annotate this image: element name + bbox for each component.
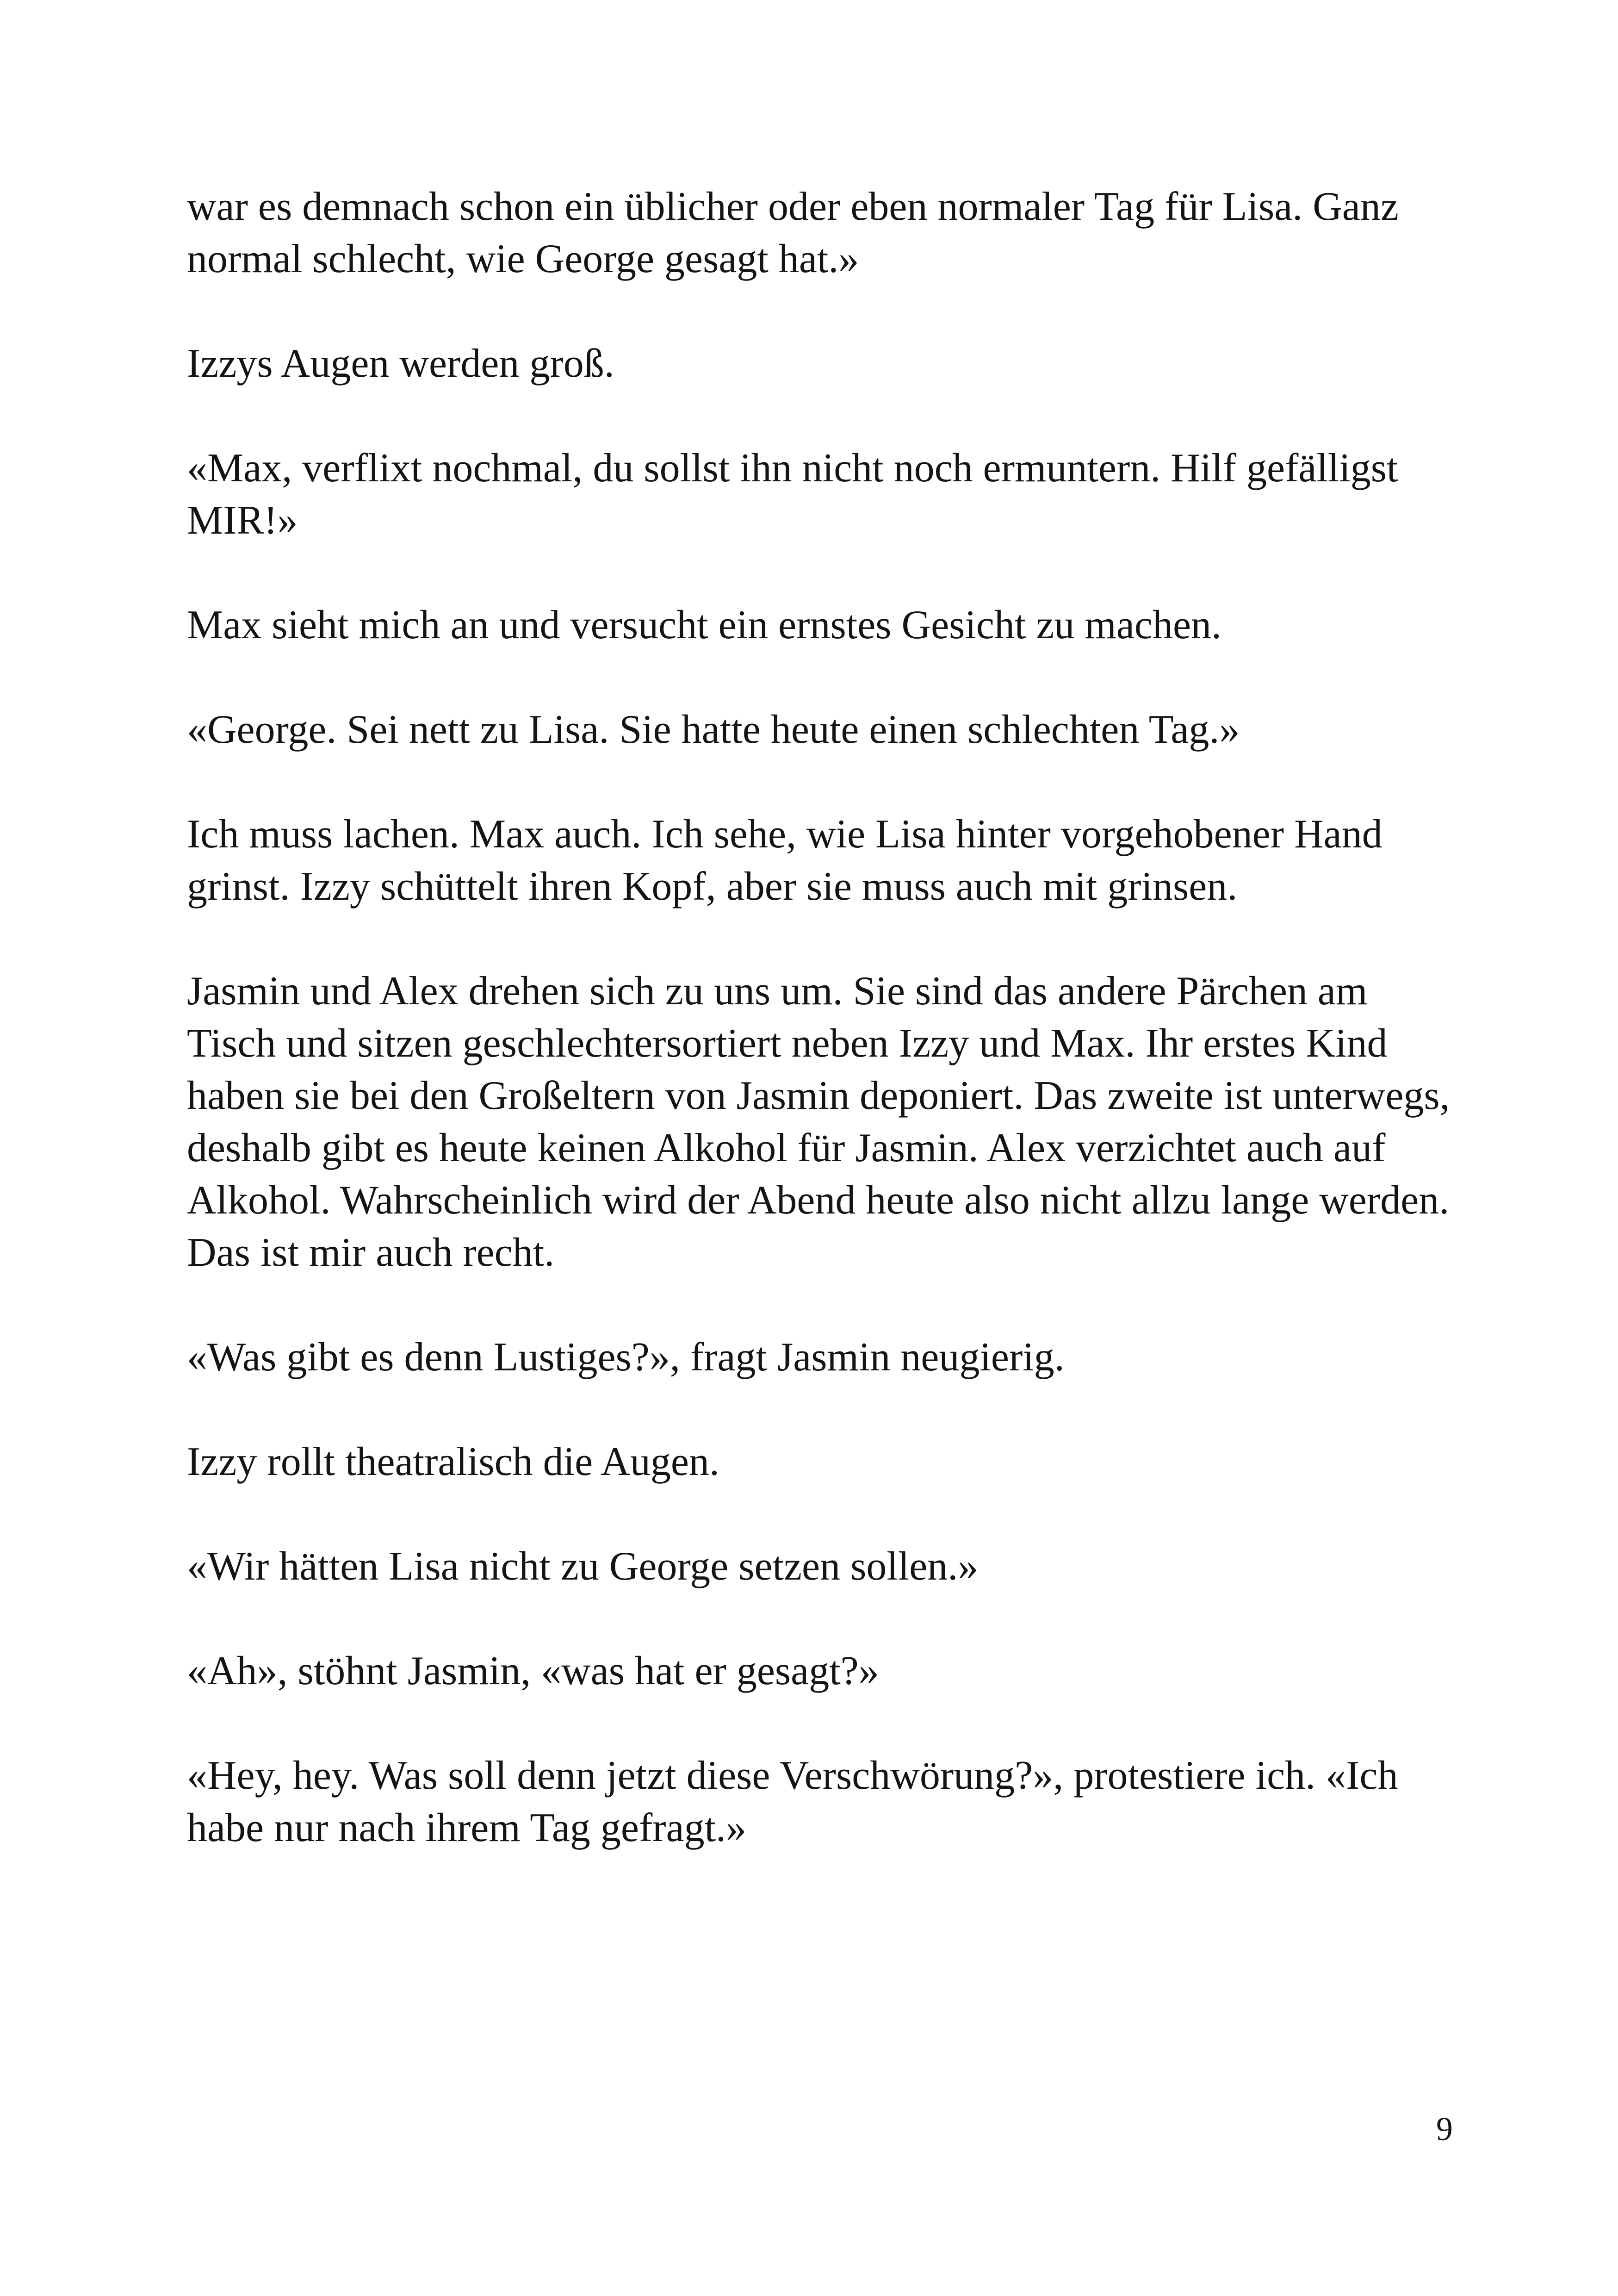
paragraph-1: war es demnach schon ein üblicher oder eben normaler Tag für Lisa. Ganz normal schlecht, wie George gesagt hat.» [187,184,1399,281]
paragraph-8: «Was gibt es denn Lustiges?», fragt Jasmin neugierig. [187,1335,1065,1380]
paragraph-5: «George. Sei nett zu Lisa. Sie hatte heute einen schlechten Tag.» [187,707,1240,752]
paragraph-6: Ich muss lachen. Max auch. Ich sehe, wie Lisa hinter vorgehobener Hand grinst. Izzy schüttelt ihren Kopf, aber sie muss auch mit grinsen. [187,812,1382,909]
paragraph-11: «Ah», stöhnt Jasmin, «was hat er gesagt?» [187,1649,879,1693]
body-text [187,180,1464,1906]
paragraph-10: «Wir hätten Lisa nicht zu George setzen sollen.» [187,1544,979,1589]
paragraph-12: «Hey, hey. Was soll denn jetzt diese Verschwörung?», protestiere ich. «Ich habe nur nach ihrem Tag gefragt.» [187,1753,1398,1850]
paragraph-2: Izzys Augen werden groß. [187,341,614,386]
page-number: 9 [1436,2110,1453,2147]
paragraph-3: «Max, verflixt nochmal, du sollst ihn nicht noch ermuntern. Hilf gefälligst MIR!» [187,446,1398,543]
paragraph-4: Max sieht mich an und versucht ein ernstes Gesicht zu machen. [187,603,1222,647]
paragraph-7: Jasmin und Alex drehen sich zu uns um. Sie sind das andere Pärchen am Tisch und sitzen geschlechtersortiert neben Izzy und Max. Ihr erstes Kind haben sie bei den Großeltern von Jasmin deponiert. Das zweite ist unterwegs, deshalb gibt es heute keinen Alkohol für Jasmin. Alex verzichtet auch auf Alkohol. Wahrscheinlich wird der Abend heute also nicht allzu lange werden. Das ist mir auch recht. [187,969,1450,1275]
paragraph-9: Izzy rollt theatralisch die Augen. [187,1439,719,1484]
